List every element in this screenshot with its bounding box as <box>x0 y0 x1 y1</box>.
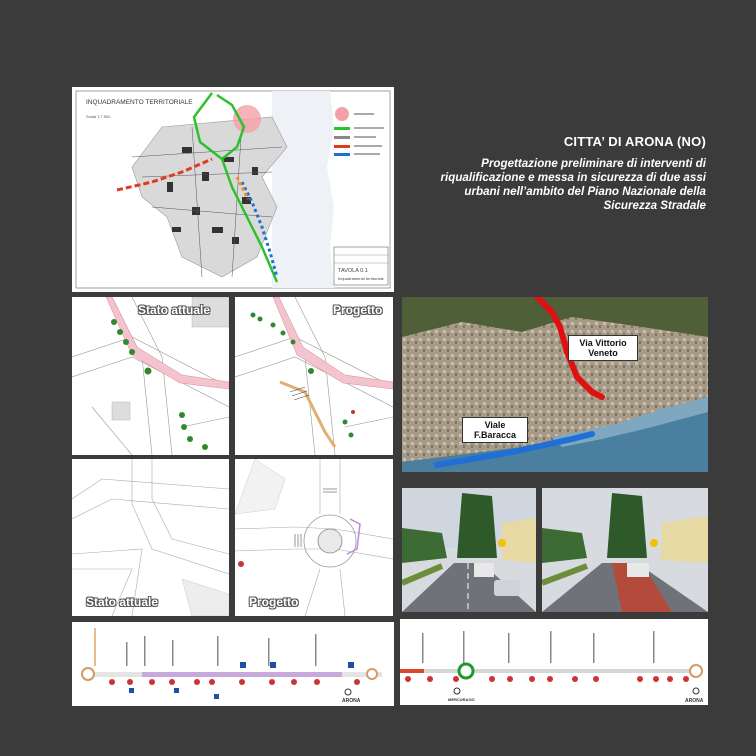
territorial-map-panel <box>72 87 394 292</box>
callout-vittorio-veneto: Via Vittorio Veneto <box>568 335 638 361</box>
tavola-description: Inquadramento territoriale <box>338 276 384 281</box>
scheme-right-end: ARONA <box>685 698 704 704</box>
label-project-top: Progetto <box>333 303 383 317</box>
scheme-right-start: MERCURAGO <box>448 697 475 702</box>
callout-baracca: Viale F.Baracca <box>462 417 528 443</box>
label-project-bottom: Progetto <box>249 595 299 609</box>
project-subtitle: Progettazione preliminare di interventi di riqualificazione e messa in sicurezza di due assi urbani nell’ambito del Piano Nazionale della Sicurezza Stradale <box>440 157 706 212</box>
scheme-left-end: ARONA <box>342 698 361 704</box>
plan-existing-top <box>72 297 229 455</box>
plan-project-top <box>235 297 393 455</box>
plan-existing-bottom <box>72 459 229 616</box>
street-photo-project <box>542 488 708 612</box>
scheme-left <box>72 622 394 706</box>
map-scale: Scala 1:7.500 <box>86 114 111 119</box>
street-photo-existing <box>402 488 536 612</box>
label-existing-bottom: Stato attuale <box>86 595 159 609</box>
map-title: INQUADRAMENTO TERRITORIALE <box>86 99 193 106</box>
label-existing-top: Stato attuale <box>138 303 211 317</box>
plan-project-bottom <box>235 459 393 616</box>
city-title: CITTA’ DI ARONA (NO) <box>563 134 706 149</box>
aerial-photo <box>402 297 708 472</box>
scheme-right <box>400 619 708 705</box>
tavola-number: TAVOLA 0.1 <box>338 268 368 274</box>
title-block <box>410 134 706 213</box>
